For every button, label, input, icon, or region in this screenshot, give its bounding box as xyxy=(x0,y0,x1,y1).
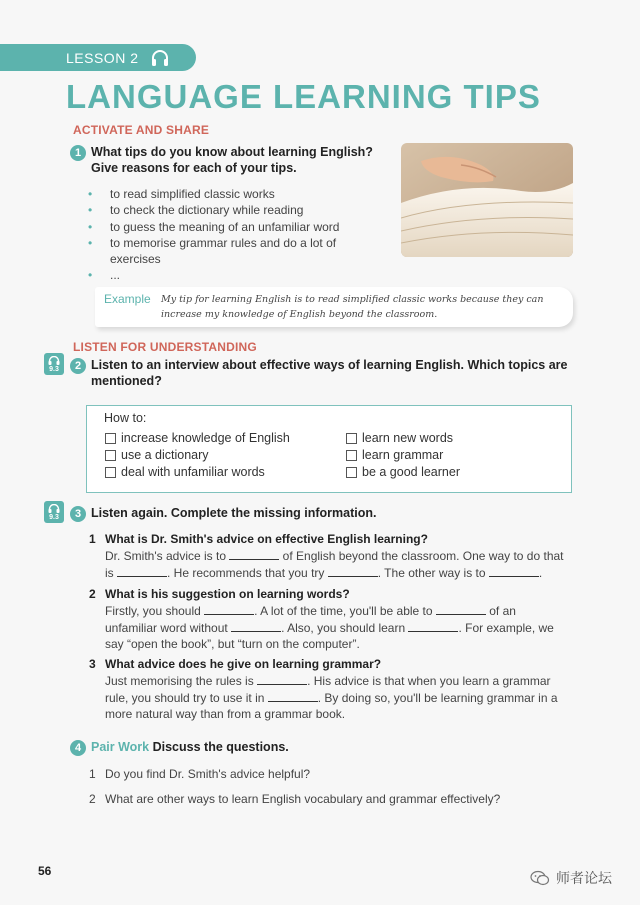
checkbox-icon[interactable] xyxy=(105,433,116,444)
discussion-number: 2 xyxy=(89,792,96,806)
question-2-text: Listen to an interview about effective ways of learning English. Which topics are mentioned? xyxy=(91,358,568,388)
answer-blank[interactable] xyxy=(117,567,167,577)
answer-text: . For example, we xyxy=(458,620,554,635)
topic-label: use a dictionary xyxy=(121,448,209,462)
answer-text: . xyxy=(538,565,543,580)
wechat-icon xyxy=(530,870,550,886)
topic-label: increase knowledge of English xyxy=(121,431,290,445)
page-number: 56 xyxy=(38,864,52,878)
question-number-1: 1 xyxy=(70,145,86,161)
page-title: LANGUAGE LEARNING TIPS xyxy=(66,78,541,115)
answer-text: Just memorising the rules is xyxy=(105,674,258,688)
discussion-question: What are other ways to learn English vocabulary and grammar effectively? xyxy=(105,792,501,806)
topic-checkbox[interactable] xyxy=(346,448,443,462)
answer-line xyxy=(105,548,570,565)
topic-label: deal with unfamiliar words xyxy=(121,465,265,479)
answer-line xyxy=(105,620,570,637)
example-label: Example xyxy=(104,292,151,306)
topic-checkbox[interactable] xyxy=(105,465,265,479)
topic-label: learn grammar xyxy=(362,448,444,462)
topic-checkbox[interactable] xyxy=(105,448,209,462)
tips-list xyxy=(88,186,378,284)
topic-checkbox[interactable] xyxy=(346,431,453,445)
checkbox-icon[interactable] xyxy=(346,433,357,444)
topic-checkbox[interactable] xyxy=(105,431,290,445)
list-item: • to check the dictionary while reading xyxy=(88,202,378,218)
howto-label: How to: xyxy=(104,411,147,425)
item-question: What is his suggestion on learning words? xyxy=(105,587,350,601)
question-number-4: 4 xyxy=(70,740,86,756)
item-answer-text xyxy=(105,603,570,653)
pair-work-label: Pair Work xyxy=(91,740,150,754)
book-photo xyxy=(401,143,573,257)
answer-text: . The other way is to xyxy=(377,565,489,580)
topic-checkbox[interactable] xyxy=(346,465,460,479)
answer-text: . By doing so, you'll be learning grammar in a xyxy=(317,690,558,705)
answer-line xyxy=(105,565,570,582)
answer-blank[interactable] xyxy=(436,605,486,615)
question-4-text xyxy=(91,739,289,755)
answer-line xyxy=(105,636,570,653)
answer-text: Firstly, you should xyxy=(105,604,205,618)
topics-box xyxy=(86,405,572,493)
answer-text: is xyxy=(105,565,117,580)
section-heading-listen: LISTEN FOR UNDERSTANDING xyxy=(73,340,257,354)
list-item: • ... xyxy=(88,267,378,283)
example-text: My tip for learning English is to read simplified classic works because they can increase my knowledge of English beyond the classroom. xyxy=(161,294,544,320)
item-question: What advice does he give on learning grammar? xyxy=(105,657,382,671)
question-3-text: Listen again. Complete the missing information. xyxy=(91,506,377,520)
answer-text: . His advice is that when you learn a grammar xyxy=(307,674,551,688)
answer-line xyxy=(105,603,570,620)
headphones-icon xyxy=(150,49,170,67)
answer-line xyxy=(105,690,570,707)
answer-blank[interactable] xyxy=(489,567,539,577)
item-number: 1 xyxy=(89,532,96,546)
answer-text: of an xyxy=(485,604,516,618)
list-item: • to memorise grammar rules and do a lot of exercises xyxy=(88,235,378,268)
answer-text: rule, you should try to use it in xyxy=(105,690,268,705)
item-question: What is Dr. Smith's advice on effective English learning? xyxy=(105,532,428,546)
question-number-2: 2 xyxy=(70,358,86,374)
answer-text: of English beyond the classroom. One way to do that xyxy=(279,549,564,563)
checkbox-icon[interactable] xyxy=(105,450,116,461)
answer-text: . A lot of the time, you'll be able to xyxy=(254,604,436,618)
answer-text: . He recommends that you try xyxy=(167,565,328,580)
checkbox-icon[interactable] xyxy=(346,450,357,461)
section-heading-activate: ACTIVATE AND SHARE xyxy=(73,123,210,137)
answer-blank[interactable] xyxy=(257,675,307,685)
answer-text: unfamiliar word without xyxy=(105,620,232,635)
audio-track-icon[interactable] xyxy=(44,353,64,375)
answer-blank[interactable] xyxy=(231,622,281,632)
checkbox-icon[interactable] xyxy=(346,467,357,478)
audio-track-number: 9.3 xyxy=(49,366,59,373)
topic-label: learn new words xyxy=(362,431,454,445)
lesson-tab xyxy=(0,44,196,71)
watermark xyxy=(530,868,612,888)
answer-blank[interactable] xyxy=(328,567,378,577)
answer-blank[interactable] xyxy=(229,550,279,560)
pair-work-instruction: Discuss the questions. xyxy=(152,740,289,754)
audio-track-icon[interactable] xyxy=(44,501,64,523)
item-answer-text xyxy=(105,673,570,723)
list-item: • to guess the meaning of an unfamiliar word xyxy=(88,219,378,235)
answer-text: . Also, you should learn xyxy=(281,620,409,635)
discussion-question: Do you find Dr. Smith's advice helpful? xyxy=(105,767,311,781)
lesson-label: LESSON 2 xyxy=(66,49,139,66)
item-answer-text xyxy=(105,548,570,581)
item-number: 3 xyxy=(89,657,96,671)
topic-label: be a good learner xyxy=(362,465,460,479)
answer-blank[interactable] xyxy=(204,605,254,615)
audio-track-number: 9.3 xyxy=(49,514,59,521)
answer-text: more natural way than from a grammar book. xyxy=(105,707,346,721)
discussion-number: 1 xyxy=(89,767,96,781)
answer-text: Dr. Smith's advice is to xyxy=(105,549,230,563)
example-box xyxy=(95,287,573,327)
watermark-text: 师者论坛 xyxy=(556,870,612,886)
question-1-text: What tips do you know about learning English? Give reasons for each of your tips. xyxy=(91,145,373,175)
answer-blank[interactable] xyxy=(408,622,458,632)
answer-text: say “open the book”, but “turn on the computer”. xyxy=(105,637,360,651)
answer-blank[interactable] xyxy=(268,692,318,702)
checkbox-icon[interactable] xyxy=(105,467,116,478)
answer-line xyxy=(105,706,570,723)
question-number-3: 3 xyxy=(70,506,86,522)
list-item: • to read simplified classic works xyxy=(88,186,378,202)
item-number: 2 xyxy=(89,587,96,601)
answer-line xyxy=(105,673,570,690)
